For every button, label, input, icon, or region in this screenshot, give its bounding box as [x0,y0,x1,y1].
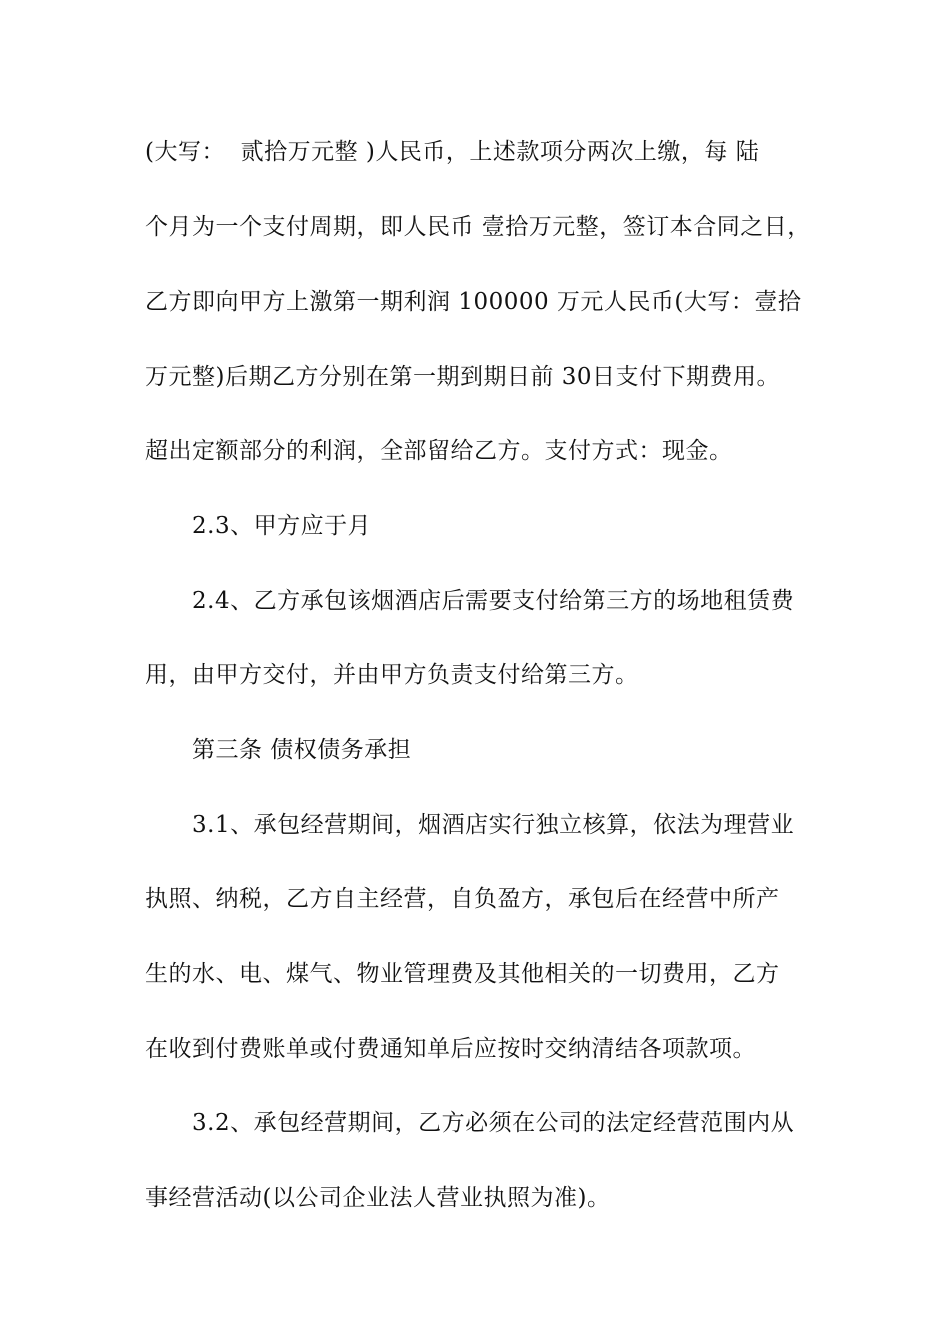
paragraph-line: 乙方即向甲方上激第一期利润 100000 万元人民币(大写：壹拾 [145,289,802,315]
paragraph-line: 万元整)后期乙方分别在第一期到期日前 30日支付下期费用。 [145,364,781,390]
article-heading: 第三条 债权债务承担 [192,737,412,763]
section-item-2-3: 2.3、甲方应于月 [192,513,372,539]
paragraph-line: 生的水、电、煤气、物业管理费及其他相关的一切费用，乙方 [145,961,780,987]
paragraph-line: 执照、纳税，乙方自主经营，自负盈方，承包后在经营中所产 [145,886,780,912]
section-item-3-2: 3.2、承包经营期间，乙方必须在公司的法定经营范围内从 [192,1110,795,1136]
paragraph-line: 个月为一个支付周期，即人民币 壹拾万元整，签订本合同之日， [145,214,811,240]
paragraph-line: (大写： 贰拾万元整 )人民币，上述款项分两次上缴，每 陆 [145,139,760,165]
section-item-3-1: 3.1、承包经营期间，烟酒店实行独立核算，依法为理营业 [192,812,795,838]
paragraph-line: 超出定额部分的利润，全部留给乙方。支付方式：现金。 [145,438,733,464]
paragraph-line: 事经营活动(以公司企业法人营业执照为准)。 [145,1185,611,1211]
paragraph-line: 用，由甲方交付，并由甲方负责支付给第三方。 [145,662,639,688]
paragraph-line: 在收到付费账单或付费通知单后应按时交纳清结各项款项。 [145,1036,756,1062]
section-item-2-4: 2.4、乙方承包该烟酒店后需要支付给第三方的场地租赁费 [192,588,795,614]
